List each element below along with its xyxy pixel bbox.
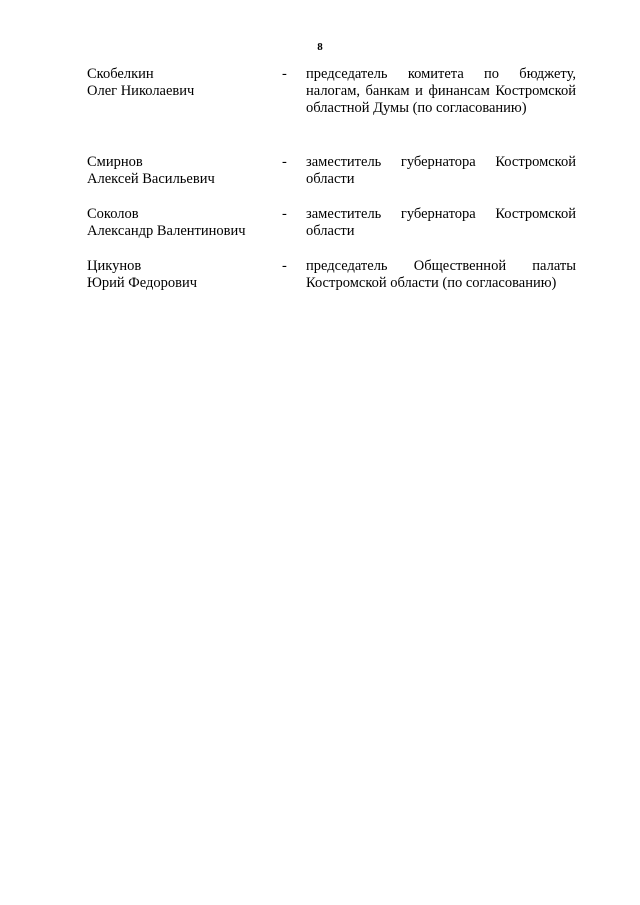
page-number: 8 xyxy=(317,41,323,53)
member-name xyxy=(87,154,272,188)
member-surname: Соколов xyxy=(87,206,139,222)
member-given-names: Юрий Федорович xyxy=(87,275,198,291)
member-surname: Смирнов xyxy=(87,154,143,170)
member-list xyxy=(0,66,640,298)
separator-dash: - xyxy=(282,66,287,82)
member-surname: Цикунов xyxy=(87,258,142,274)
member-position: председатель Общественной палаты Костромской области (по согласованию) xyxy=(306,258,576,291)
member-entry xyxy=(0,154,640,206)
separator-dash: - xyxy=(282,206,287,222)
member-name xyxy=(87,66,272,100)
member-position: заместитель губернатора Костромской области xyxy=(306,206,576,239)
member-given-names: Алексей Васильевич xyxy=(87,171,215,187)
separator-dash: - xyxy=(282,258,287,274)
member-entry xyxy=(0,66,640,154)
member-name xyxy=(87,206,272,240)
member-surname: Скобелкин xyxy=(87,66,154,82)
separator-dash: - xyxy=(282,154,287,170)
member-given-names: Александр Валентинович xyxy=(87,223,246,239)
member-position: заместитель губернатора Костромской области xyxy=(306,154,576,187)
member-given-names: Олег Николаевич xyxy=(87,83,195,99)
member-name xyxy=(87,258,272,292)
member-entry xyxy=(0,206,640,258)
member-entry xyxy=(0,258,640,298)
member-position: председатель комитета по бюджету, налогам, банкам и финансам Костромской областной Думы (по согласованию) xyxy=(306,66,576,116)
